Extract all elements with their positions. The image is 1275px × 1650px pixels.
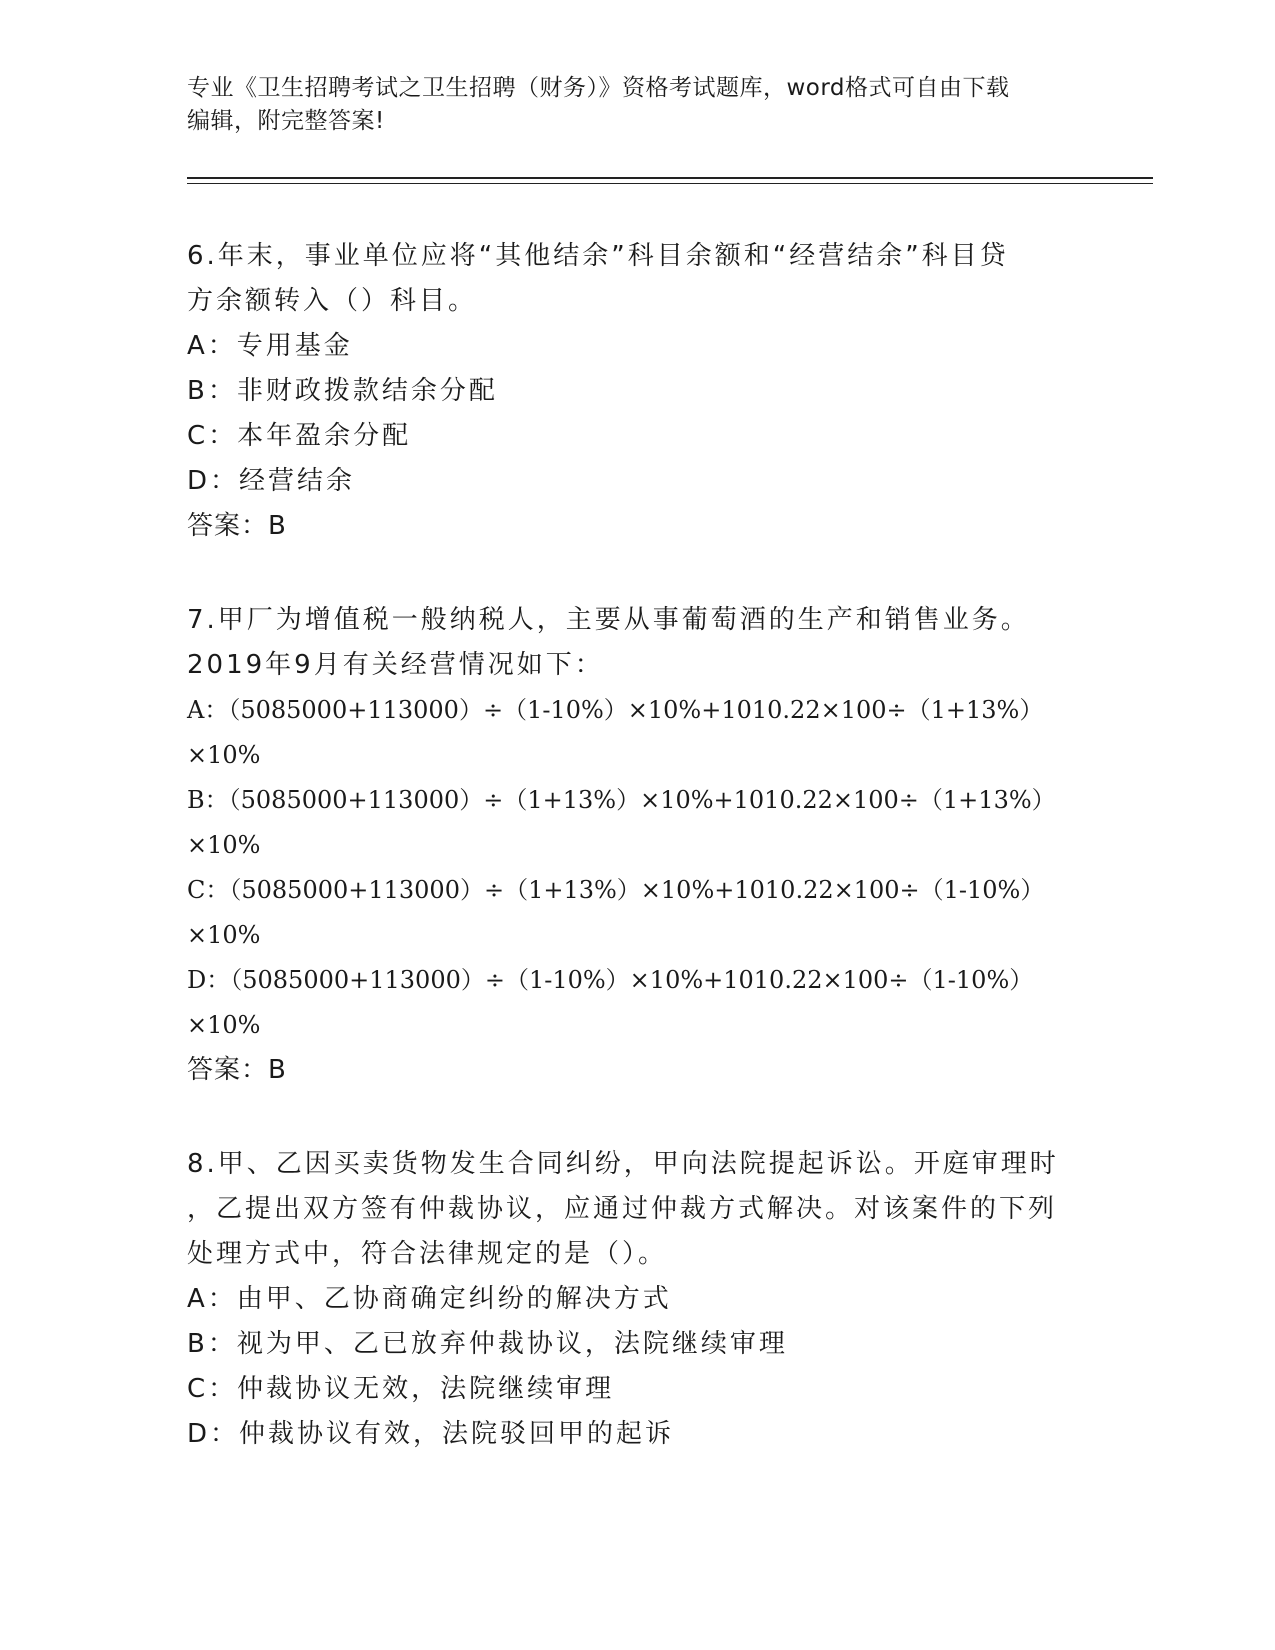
- option-c: C：本年盈余分配: [187, 421, 412, 451]
- option-b-continued: ×10%: [187, 831, 261, 859]
- option-b: B：视为甲、乙已放弃仲裁协议，法院继续审理: [187, 1329, 788, 1359]
- option-d: D：（5085000+113000）÷（1-10%）×10%+1010.22×100÷（1-10%）: [187, 966, 1034, 994]
- document-header: [187, 72, 1087, 138]
- question-stem-line: ，乙提出双方签有仲裁协议，应通过仲裁方式解决。对该案件的下列: [187, 1194, 1058, 1224]
- option-b: B：非财政拨款结余分配: [187, 376, 498, 406]
- question-stem-line: 方余额转入（）科目。: [187, 286, 478, 316]
- answer: 答案：B: [187, 1055, 287, 1085]
- question-stem-line: 8.甲、乙因买卖货物发生合同纠纷，甲向法院提起诉讼。开庭审理时: [187, 1149, 1059, 1179]
- header-line-1: 专业《卫生招聘考试之卫生招聘（财务）》资格考试题库，word格式可自由下载: [187, 75, 1010, 101]
- question-stem-line: 处理方式中，符合法律规定的是（）。: [187, 1239, 668, 1269]
- question-stem-line: 6.年末，事业单位应将“其他结余”科目余额和“经营结余”科目贷: [187, 241, 1009, 271]
- option-a: A：（5085000+113000）÷（1-10%）×10%+1010.22×100÷（1+13%）: [187, 696, 1044, 724]
- option-c: C：（5085000+113000）÷（1+13%）×10%+1010.22×100÷（1-10%）: [187, 876, 1045, 904]
- question-stem-line: 2019年9月有关经营情况如下：: [187, 650, 604, 680]
- option-b: B：（5085000+113000）÷（1+13%）×10%+1010.22×100÷（1+13%）: [187, 786, 1056, 814]
- option-d: D：经营结余: [187, 466, 356, 496]
- option-c: C：仲裁协议无效，法院继续审理: [187, 1374, 615, 1404]
- option-d: D：仲裁协议有效，法院驳回甲的起诉: [187, 1419, 675, 1449]
- option-a-continued: ×10%: [187, 741, 261, 769]
- header-divider-thin: [187, 183, 1153, 184]
- header-divider-thick: [187, 177, 1153, 179]
- question-6: [187, 234, 1087, 549]
- question-8: [187, 1142, 1087, 1457]
- option-a: A：由甲、乙协商确定纠纷的解决方式: [187, 1284, 672, 1314]
- answer: 答案：B: [187, 511, 287, 541]
- question-7: [187, 598, 1087, 1093]
- option-a: A：专用基金: [187, 331, 353, 361]
- question-stem-line: 7.甲厂为增值税一般纳税人，主要从事葡萄酒的生产和销售业务。: [187, 605, 1030, 635]
- header-line-2: 编辑，附完整答案!: [187, 108, 385, 134]
- option-d-continued: ×10%: [187, 1011, 261, 1039]
- option-c-continued: ×10%: [187, 921, 261, 949]
